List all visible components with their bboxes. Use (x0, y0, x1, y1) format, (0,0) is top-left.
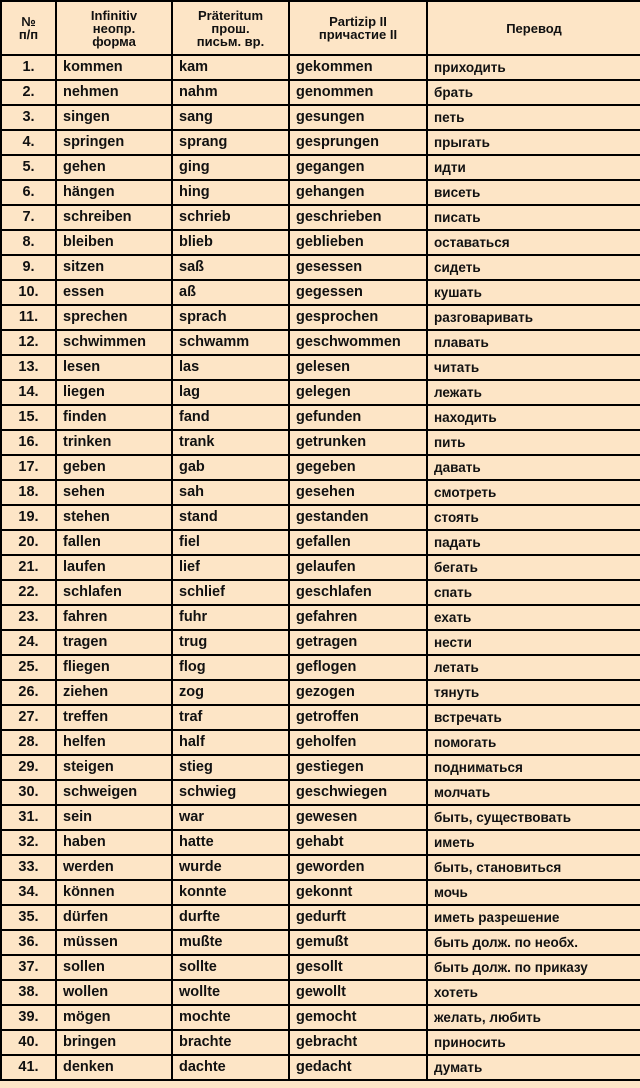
translation-cell: спать (427, 580, 640, 605)
row-number: 22. (1, 580, 56, 605)
partizip-cell: gezogen (289, 680, 427, 705)
table-row (1, 455, 640, 480)
partizip-cell: gekommen (289, 55, 427, 80)
infinitiv-cell: schwimmen (56, 330, 172, 355)
partizip-cell: genommen (289, 80, 427, 105)
table-row (1, 330, 640, 355)
translation-cell: хотеть (427, 980, 640, 1005)
partizip-cell: geholfen (289, 730, 427, 755)
praeteritum-cell: schlief (172, 580, 289, 605)
praeteritum-cell: sprach (172, 305, 289, 330)
infinitiv-cell: finden (56, 405, 172, 430)
row-number: 40. (1, 1030, 56, 1055)
row-number: 16. (1, 430, 56, 455)
table-row (1, 805, 640, 830)
row-number: 24. (1, 630, 56, 655)
row-number: 36. (1, 930, 56, 955)
praeteritum-cell: fiel (172, 530, 289, 555)
praeteritum-cell: sah (172, 480, 289, 505)
infinitiv-cell: mögen (56, 1005, 172, 1030)
praeteritum-cell: nahm (172, 80, 289, 105)
table-row (1, 155, 640, 180)
table-row (1, 205, 640, 230)
partizip-cell: geschlafen (289, 580, 427, 605)
partizip-cell: gefahren (289, 605, 427, 630)
row-number: 13. (1, 355, 56, 380)
praeteritum-cell: kam (172, 55, 289, 80)
infinitiv-cell: ziehen (56, 680, 172, 705)
praeteritum-cell: fand (172, 405, 289, 430)
partizip-cell: gestiegen (289, 755, 427, 780)
table-row (1, 830, 640, 855)
table-row (1, 905, 640, 930)
infinitiv-cell: steigen (56, 755, 172, 780)
row-number: 25. (1, 655, 56, 680)
header-partizip: Partizip II причастие II (289, 1, 427, 55)
table-row (1, 130, 640, 155)
row-number: 37. (1, 955, 56, 980)
praeteritum-cell: konnte (172, 880, 289, 905)
praeteritum-cell: war (172, 805, 289, 830)
infinitiv-cell: fliegen (56, 655, 172, 680)
infinitiv-cell: schreiben (56, 205, 172, 230)
praeteritum-cell: durfte (172, 905, 289, 930)
translation-cell: помогать (427, 730, 640, 755)
infinitiv-cell: liegen (56, 380, 172, 405)
praeteritum-cell: stieg (172, 755, 289, 780)
partizip-cell: gestanden (289, 505, 427, 530)
partizip-cell: geschwiegen (289, 780, 427, 805)
partizip-cell: gewesen (289, 805, 427, 830)
translation-cell: ехать (427, 605, 640, 630)
partizip-cell: gedurft (289, 905, 427, 930)
praeteritum-cell: dachte (172, 1055, 289, 1080)
translation-cell: сидеть (427, 255, 640, 280)
table-row (1, 405, 640, 430)
translation-cell: молчать (427, 780, 640, 805)
translation-cell: быть долж. по необх. (427, 930, 640, 955)
partizip-cell: getroffen (289, 705, 427, 730)
table-row (1, 705, 640, 730)
translation-cell: иметь разрешение (427, 905, 640, 930)
table-row (1, 230, 640, 255)
table-row (1, 280, 640, 305)
translation-cell: приходить (427, 55, 640, 80)
table-row (1, 355, 640, 380)
partizip-cell: getrunken (289, 430, 427, 455)
partizip-cell: gelaufen (289, 555, 427, 580)
partizip-cell: gedacht (289, 1055, 427, 1080)
row-number: 11. (1, 305, 56, 330)
infinitiv-cell: nehmen (56, 80, 172, 105)
praeteritum-cell: half (172, 730, 289, 755)
infinitiv-cell: sein (56, 805, 172, 830)
row-number: 21. (1, 555, 56, 580)
infinitiv-cell: schweigen (56, 780, 172, 805)
praeteritum-cell: aß (172, 280, 289, 305)
partizip-cell: gefallen (289, 530, 427, 555)
row-number: 6. (1, 180, 56, 205)
praeteritum-cell: ging (172, 155, 289, 180)
table-row (1, 555, 640, 580)
partizip-cell: gegeben (289, 455, 427, 480)
translation-cell: быть, существовать (427, 805, 640, 830)
translation-cell: висеть (427, 180, 640, 205)
row-number: 19. (1, 505, 56, 530)
infinitiv-cell: werden (56, 855, 172, 880)
header-row (1, 1, 640, 55)
row-number: 20. (1, 530, 56, 555)
praeteritum-cell: traf (172, 705, 289, 730)
partizip-cell: gewollt (289, 980, 427, 1005)
infinitiv-cell: denken (56, 1055, 172, 1080)
infinitiv-cell: sitzen (56, 255, 172, 280)
infinitiv-cell: stehen (56, 505, 172, 530)
infinitiv-cell: kommen (56, 55, 172, 80)
translation-cell: иметь (427, 830, 640, 855)
infinitiv-cell: essen (56, 280, 172, 305)
partizip-cell: gegangen (289, 155, 427, 180)
translation-cell: подниматься (427, 755, 640, 780)
translation-cell: прыгать (427, 130, 640, 155)
translation-cell: быть долж. по приказу (427, 955, 640, 980)
praeteritum-cell: zog (172, 680, 289, 705)
row-number: 34. (1, 880, 56, 905)
infinitiv-cell: haben (56, 830, 172, 855)
row-number: 9. (1, 255, 56, 280)
praeteritum-cell: mußte (172, 930, 289, 955)
partizip-cell: gegessen (289, 280, 427, 305)
infinitiv-cell: schlafen (56, 580, 172, 605)
partizip-cell: gebracht (289, 1030, 427, 1055)
praeteritum-cell: las (172, 355, 289, 380)
partizip-cell: geflogen (289, 655, 427, 680)
translation-cell: падать (427, 530, 640, 555)
praeteritum-cell: gab (172, 455, 289, 480)
translation-cell: петь (427, 105, 640, 130)
row-number: 3. (1, 105, 56, 130)
table-row (1, 505, 640, 530)
row-number: 27. (1, 705, 56, 730)
header-translation: Перевод (427, 1, 640, 55)
table-row (1, 430, 640, 455)
table-row (1, 980, 640, 1005)
table-row (1, 755, 640, 780)
translation-cell: тянуть (427, 680, 640, 705)
table-row (1, 680, 640, 705)
partizip-cell: gelegen (289, 380, 427, 405)
translation-cell: думать (427, 1055, 640, 1080)
praeteritum-cell: trank (172, 430, 289, 455)
translation-cell: плавать (427, 330, 640, 355)
partizip-cell: gesehen (289, 480, 427, 505)
praeteritum-cell: trug (172, 630, 289, 655)
infinitiv-cell: sollen (56, 955, 172, 980)
header-num: № п/п (1, 1, 56, 55)
praeteritum-cell: sang (172, 105, 289, 130)
row-number: 38. (1, 980, 56, 1005)
infinitiv-cell: bleiben (56, 230, 172, 255)
partizip-cell: geblieben (289, 230, 427, 255)
row-number: 17. (1, 455, 56, 480)
infinitiv-cell: gehen (56, 155, 172, 180)
translation-cell: лежать (427, 380, 640, 405)
row-number: 39. (1, 1005, 56, 1030)
praeteritum-cell: hing (172, 180, 289, 205)
translation-cell: желать, любить (427, 1005, 640, 1030)
infinitiv-cell: können (56, 880, 172, 905)
infinitiv-cell: hängen (56, 180, 172, 205)
row-number: 35. (1, 905, 56, 930)
infinitiv-cell: fahren (56, 605, 172, 630)
partizip-cell: gesprochen (289, 305, 427, 330)
table-row (1, 180, 640, 205)
partizip-cell: getragen (289, 630, 427, 655)
table-row (1, 580, 640, 605)
praeteritum-cell: wollte (172, 980, 289, 1005)
row-number: 26. (1, 680, 56, 705)
translation-cell: кушать (427, 280, 640, 305)
row-number: 23. (1, 605, 56, 630)
infinitiv-cell: bringen (56, 1030, 172, 1055)
infinitiv-cell: wollen (56, 980, 172, 1005)
translation-cell: разговаривать (427, 305, 640, 330)
translation-cell: писать (427, 205, 640, 230)
table-row (1, 955, 640, 980)
partizip-cell: gesessen (289, 255, 427, 280)
translation-cell: встречать (427, 705, 640, 730)
table-row (1, 80, 640, 105)
table-row (1, 55, 640, 80)
praeteritum-cell: mochte (172, 1005, 289, 1030)
table-row (1, 605, 640, 630)
row-number: 32. (1, 830, 56, 855)
infinitiv-cell: fallen (56, 530, 172, 555)
infinitiv-cell: sehen (56, 480, 172, 505)
translation-cell: мочь (427, 880, 640, 905)
row-number: 41. (1, 1055, 56, 1080)
row-number: 2. (1, 80, 56, 105)
header-praeteritum: Präteritum прош. письм. вр. (172, 1, 289, 55)
praeteritum-cell: lag (172, 380, 289, 405)
praeteritum-cell: flog (172, 655, 289, 680)
table-row (1, 780, 640, 805)
table-row (1, 305, 640, 330)
infinitiv-cell: tragen (56, 630, 172, 655)
translation-cell: идти (427, 155, 640, 180)
infinitiv-cell: laufen (56, 555, 172, 580)
table-row (1, 380, 640, 405)
partizip-cell: gemußt (289, 930, 427, 955)
praeteritum-cell: schrieb (172, 205, 289, 230)
translation-cell: оставаться (427, 230, 640, 255)
translation-cell: летать (427, 655, 640, 680)
partizip-cell: geworden (289, 855, 427, 880)
row-number: 30. (1, 780, 56, 805)
table-row (1, 1005, 640, 1030)
infinitiv-cell: helfen (56, 730, 172, 755)
row-number: 4. (1, 130, 56, 155)
infinitiv-cell: müssen (56, 930, 172, 955)
infinitiv-cell: trinken (56, 430, 172, 455)
row-number: 28. (1, 730, 56, 755)
row-number: 1. (1, 55, 56, 80)
row-number: 5. (1, 155, 56, 180)
praeteritum-cell: brachte (172, 1030, 289, 1055)
partizip-cell: gehangen (289, 180, 427, 205)
partizip-cell: geschwommen (289, 330, 427, 355)
praeteritum-cell: wurde (172, 855, 289, 880)
table-row (1, 1055, 640, 1080)
translation-cell: смотреть (427, 480, 640, 505)
praeteritum-cell: schwieg (172, 780, 289, 805)
row-number: 8. (1, 230, 56, 255)
praeteritum-cell: stand (172, 505, 289, 530)
row-number: 18. (1, 480, 56, 505)
row-number: 31. (1, 805, 56, 830)
infinitiv-cell: lesen (56, 355, 172, 380)
partizip-cell: gesprungen (289, 130, 427, 155)
table-row (1, 855, 640, 880)
praeteritum-cell: sollte (172, 955, 289, 980)
row-number: 7. (1, 205, 56, 230)
table-row (1, 655, 640, 680)
partizip-cell: geschrieben (289, 205, 427, 230)
partizip-cell: gesollt (289, 955, 427, 980)
table-row (1, 530, 640, 555)
translation-cell: пить (427, 430, 640, 455)
partizip-cell: gefunden (289, 405, 427, 430)
translation-cell: быть, становиться (427, 855, 640, 880)
praeteritum-cell: hatte (172, 830, 289, 855)
praeteritum-cell: fuhr (172, 605, 289, 630)
row-number: 14. (1, 380, 56, 405)
infinitiv-cell: dürfen (56, 905, 172, 930)
partizip-cell: gemocht (289, 1005, 427, 1030)
translation-cell: находить (427, 405, 640, 430)
infinitiv-cell: springen (56, 130, 172, 155)
infinitiv-cell: sprechen (56, 305, 172, 330)
praeteritum-cell: blieb (172, 230, 289, 255)
partizip-cell: gehabt (289, 830, 427, 855)
translation-cell: давать (427, 455, 640, 480)
table-row (1, 105, 640, 130)
row-number: 33. (1, 855, 56, 880)
praeteritum-cell: schwamm (172, 330, 289, 355)
praeteritum-cell: lief (172, 555, 289, 580)
infinitiv-cell: geben (56, 455, 172, 480)
row-number: 15. (1, 405, 56, 430)
row-number: 12. (1, 330, 56, 355)
header-infinitiv: Infinitiv неопр. форма (56, 1, 172, 55)
table-row (1, 930, 640, 955)
partizip-cell: gelesen (289, 355, 427, 380)
table-row (1, 480, 640, 505)
partizip-cell: gekonnt (289, 880, 427, 905)
table-row (1, 630, 640, 655)
praeteritum-cell: saß (172, 255, 289, 280)
table-row (1, 1030, 640, 1055)
translation-cell: стоять (427, 505, 640, 530)
infinitiv-cell: treffen (56, 705, 172, 730)
translation-cell: брать (427, 80, 640, 105)
partizip-cell: gesungen (289, 105, 427, 130)
praeteritum-cell: sprang (172, 130, 289, 155)
translation-cell: приносить (427, 1030, 640, 1055)
table-row (1, 880, 640, 905)
translation-cell: читать (427, 355, 640, 380)
translation-cell: бегать (427, 555, 640, 580)
table-row (1, 255, 640, 280)
row-number: 29. (1, 755, 56, 780)
table-row (1, 730, 640, 755)
row-number: 10. (1, 280, 56, 305)
infinitiv-cell: singen (56, 105, 172, 130)
translation-cell: нести (427, 630, 640, 655)
